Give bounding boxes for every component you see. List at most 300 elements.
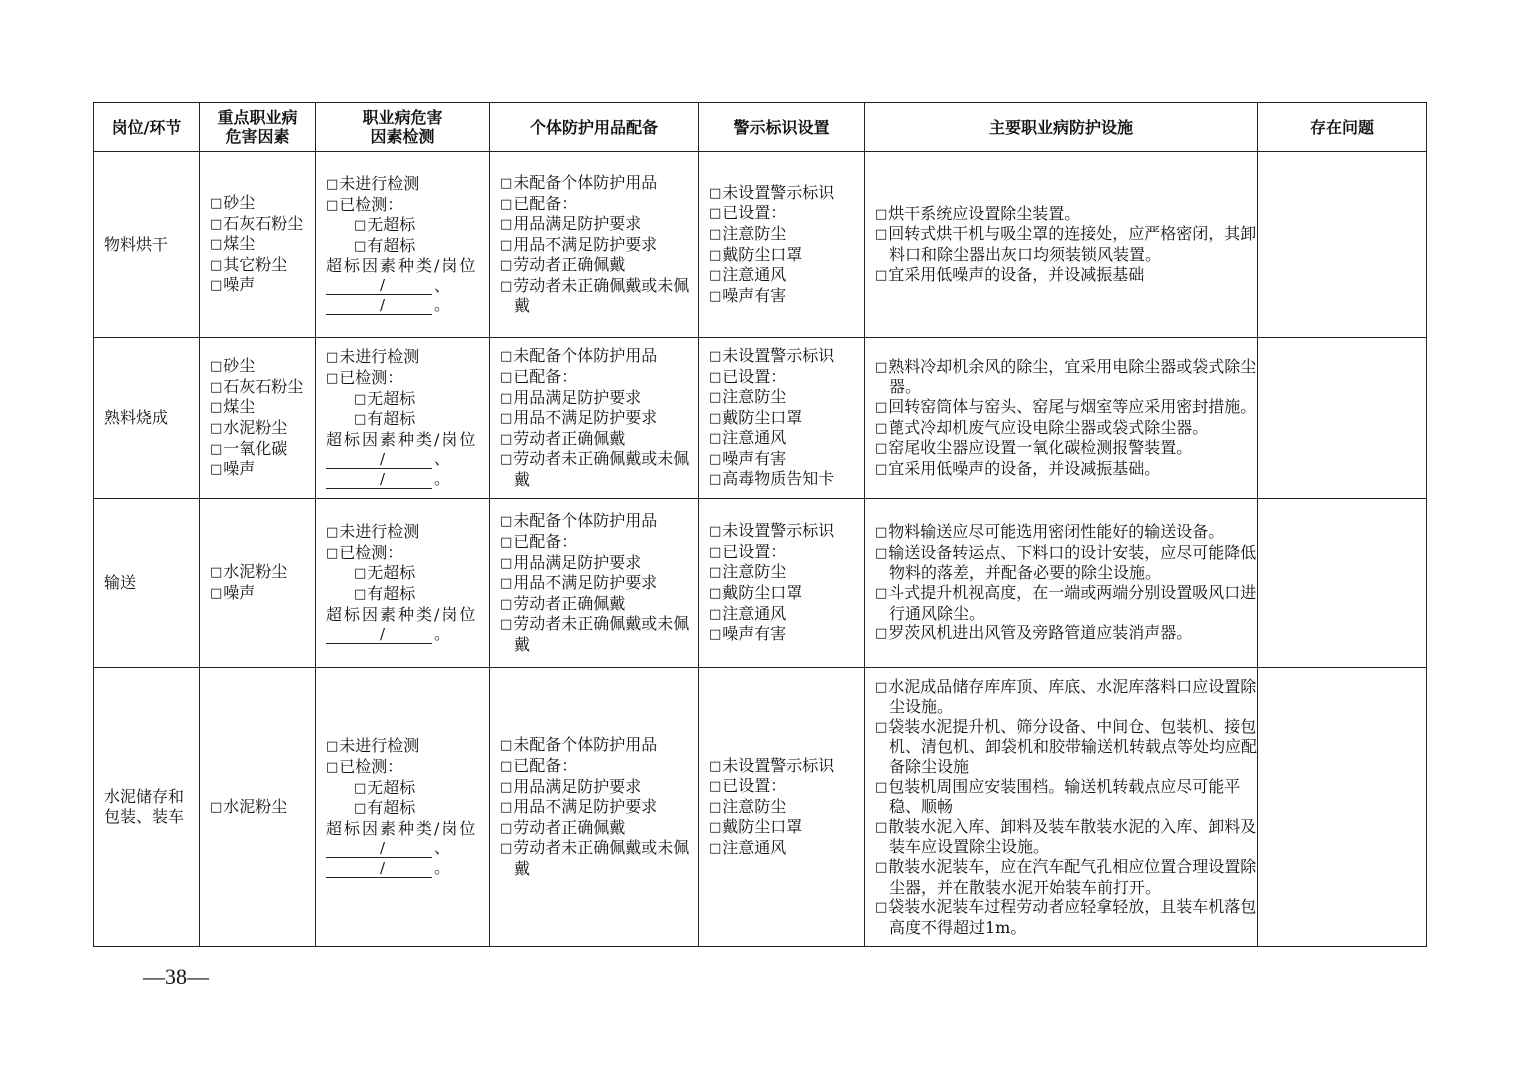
option-label: 噪声 bbox=[223, 275, 256, 295]
checkbox-icon[interactable]: □ bbox=[500, 452, 513, 468]
option-line bbox=[210, 797, 316, 818]
option-line bbox=[875, 897, 1261, 937]
option-line bbox=[210, 234, 316, 255]
blank-line[interactable] bbox=[326, 469, 432, 489]
header-detection bbox=[316, 103, 490, 152]
checkbox-icon[interactable]: □ bbox=[326, 371, 339, 387]
checkbox-icon[interactable]: □ bbox=[210, 400, 223, 416]
option-label: 劳动者未正确佩戴或未佩戴 bbox=[513, 614, 690, 654]
option-line bbox=[500, 408, 704, 429]
table-row bbox=[94, 152, 1427, 338]
option-label: 已设置： bbox=[722, 203, 787, 223]
header-detection-text: 职业病危害 因素检测 bbox=[362, 108, 443, 146]
checkbox-icon[interactable]: □ bbox=[500, 820, 513, 836]
option-label: 已检测： bbox=[339, 542, 404, 562]
post-cell bbox=[94, 668, 200, 947]
option-label: 未设置警示标识 bbox=[722, 345, 835, 365]
ppe-cell bbox=[490, 499, 699, 668]
option-label: 注意防尘 bbox=[722, 562, 787, 582]
option-label: 无超标 bbox=[367, 388, 416, 408]
checkbox-icon[interactable]: □ bbox=[326, 525, 339, 541]
option-line bbox=[500, 255, 704, 276]
fill-in-blank[interactable] bbox=[326, 295, 489, 315]
checkbox-icon[interactable]: □ bbox=[500, 596, 513, 612]
checkbox-icon[interactable]: □ bbox=[709, 779, 722, 795]
option-line bbox=[709, 817, 864, 838]
checkbox-icon[interactable]: □ bbox=[354, 780, 367, 796]
option-line bbox=[500, 756, 704, 777]
option-line bbox=[326, 584, 489, 605]
blank-line[interactable] bbox=[326, 276, 432, 295]
option-label: 用品不满足防护要求 bbox=[513, 408, 658, 428]
option-label: 有超标 bbox=[367, 584, 416, 603]
option-line bbox=[875, 459, 1261, 480]
option-line bbox=[500, 777, 704, 798]
option-line bbox=[875, 204, 1261, 225]
fill-in-blank[interactable] bbox=[326, 624, 489, 644]
option-line bbox=[709, 286, 864, 307]
header-issues: 存在问题 bbox=[1258, 103, 1427, 152]
option-line bbox=[875, 397, 1261, 418]
option-line bbox=[326, 757, 489, 778]
option-label: 用品满足防护要求 bbox=[513, 776, 642, 796]
table-header-row bbox=[94, 103, 1427, 152]
checkbox-icon[interactable]: □ bbox=[500, 217, 513, 233]
blank-line[interactable] bbox=[326, 449, 432, 469]
blank-punctuation: 。 bbox=[434, 624, 451, 644]
option-line bbox=[709, 624, 864, 645]
measures-cell bbox=[865, 152, 1258, 338]
option-line bbox=[709, 428, 864, 449]
option-line bbox=[875, 623, 1261, 644]
checkbox-icon[interactable]: □ bbox=[709, 369, 722, 385]
checkbox-icon[interactable]: □ bbox=[709, 348, 722, 364]
checkbox-icon[interactable]: □ bbox=[500, 196, 513, 212]
option-line bbox=[875, 583, 1261, 623]
blank-line[interactable] bbox=[326, 296, 432, 315]
checkbox-icon[interactable]: □ bbox=[354, 412, 367, 428]
option-label: 未配备个体防护用品 bbox=[513, 346, 658, 366]
option-line bbox=[709, 387, 864, 408]
option-line bbox=[709, 203, 864, 224]
option-line bbox=[210, 562, 316, 583]
checkbox-icon[interactable]: □ bbox=[709, 185, 722, 201]
checkbox-icon[interactable]: □ bbox=[500, 411, 513, 427]
option-label: 已检测： bbox=[339, 757, 404, 777]
option-label: 已配备： bbox=[513, 532, 578, 552]
checkbox-icon[interactable]: □ bbox=[500, 841, 513, 857]
header-signs: 警示标识设置 bbox=[699, 103, 865, 152]
checkbox-icon[interactable]: □ bbox=[500, 617, 513, 633]
detection-cell bbox=[316, 338, 490, 499]
checkbox-icon[interactable]: □ bbox=[875, 545, 888, 561]
checkbox-icon[interactable]: □ bbox=[500, 431, 513, 447]
option-label: 劳动者正确佩戴 bbox=[513, 255, 626, 275]
option-label: 注意通风 bbox=[722, 837, 787, 857]
option-label: 砂尘 bbox=[223, 193, 256, 213]
option-line bbox=[875, 357, 1261, 397]
option-label: 无超标 bbox=[367, 215, 416, 235]
checkbox-icon[interactable]: □ bbox=[709, 627, 722, 643]
checkbox-icon[interactable]: □ bbox=[500, 258, 513, 274]
option-label: 蓖式冷却机废气应设电除尘器或袋式除尘器。 bbox=[888, 417, 1209, 437]
blank-line[interactable] bbox=[326, 624, 432, 644]
checkbox-icon[interactable]: □ bbox=[875, 359, 888, 375]
fill-in-blank[interactable] bbox=[326, 858, 489, 878]
checkbox-icon[interactable]: □ bbox=[210, 799, 223, 815]
checkbox-icon[interactable]: □ bbox=[709, 544, 722, 560]
option-label: 超标因素种类/岗位 bbox=[326, 818, 478, 838]
checkbox-icon[interactable]: □ bbox=[354, 566, 367, 582]
checkbox-icon[interactable]: □ bbox=[326, 197, 339, 213]
option-label: 水泥粉尘 bbox=[223, 796, 288, 816]
detection-cell bbox=[316, 668, 490, 947]
checkbox-icon[interactable]: □ bbox=[875, 719, 888, 735]
checkbox-icon[interactable]: □ bbox=[326, 176, 339, 192]
fill-in-blank[interactable] bbox=[326, 449, 489, 469]
option-label: 散装水泥入库、卸料及装车散装水泥的入库、卸料及装车应设置除尘设施。 bbox=[888, 816, 1257, 857]
checkbox-icon[interactable]: □ bbox=[500, 349, 513, 365]
blank-line[interactable] bbox=[326, 838, 432, 858]
option-label: 袋装水泥提升机、筛分设备、中间仓、包装机、接包机、清包机、卸袋机和胶带输送机转载点等处均应配备除尘设施 bbox=[888, 716, 1258, 777]
slash-glyph: / bbox=[380, 838, 386, 857]
slash-glyph: / bbox=[380, 276, 386, 295]
signs-cell bbox=[699, 499, 865, 668]
option-label: 超标因素种类/岗位 bbox=[326, 604, 478, 624]
checkbox-icon[interactable]: □ bbox=[500, 576, 513, 592]
checkbox-icon[interactable]: □ bbox=[875, 819, 888, 835]
option-label: 注意通风 bbox=[722, 603, 787, 623]
checkbox-icon[interactable]: □ bbox=[326, 739, 339, 755]
checkbox-icon[interactable]: □ bbox=[709, 524, 722, 540]
blank-punctuation: 、 bbox=[434, 275, 451, 295]
post-cell bbox=[94, 499, 200, 668]
checkbox-icon[interactable]: □ bbox=[875, 227, 888, 243]
option-label: 未进行检测 bbox=[339, 522, 420, 542]
checkbox-icon[interactable]: □ bbox=[210, 278, 223, 294]
option-label: 无超标 bbox=[367, 563, 416, 583]
option-label: 劳动者正确佩戴 bbox=[513, 428, 626, 448]
option-line bbox=[709, 265, 864, 286]
checkbox-icon[interactable]: □ bbox=[875, 461, 888, 477]
option-line bbox=[875, 717, 1261, 777]
option-label: 散装水泥装车，应在汽车配气孔相应位置合理设置除尘器，并在散装水泥开始装车前打开。 bbox=[888, 856, 1257, 897]
post-label: 水泥储存和包装、装车 bbox=[104, 787, 185, 826]
option-label: 超标因素种类/岗位 bbox=[326, 429, 478, 449]
fill-in-blank[interactable] bbox=[326, 469, 489, 489]
checkbox-icon[interactable]: □ bbox=[210, 257, 223, 273]
checkbox-icon[interactable]: □ bbox=[500, 738, 513, 754]
option-label: 用品不满足防护要求 bbox=[513, 573, 658, 593]
option-label: 注意通风 bbox=[722, 428, 787, 448]
option-line bbox=[709, 408, 864, 429]
option-label: 有超标 bbox=[367, 798, 416, 818]
option-line bbox=[875, 418, 1261, 439]
option-line bbox=[500, 553, 704, 574]
checkbox-icon[interactable]: □ bbox=[709, 451, 722, 467]
checkbox-icon[interactable]: □ bbox=[210, 586, 223, 601]
checkbox-icon[interactable]: □ bbox=[500, 535, 513, 551]
option-label: 高毒物质告知卡 bbox=[722, 469, 835, 489]
option-line bbox=[875, 265, 1261, 286]
signs-cell bbox=[699, 338, 865, 499]
option-label: 用品满足防护要求 bbox=[513, 214, 642, 234]
option-line bbox=[210, 255, 316, 276]
option-line bbox=[875, 677, 1261, 717]
option-line bbox=[210, 377, 316, 398]
ppe-cell bbox=[490, 152, 699, 338]
checkbox-icon[interactable]: □ bbox=[709, 758, 722, 774]
option-line bbox=[210, 193, 316, 214]
option-line bbox=[500, 838, 704, 878]
signs-cell bbox=[699, 668, 865, 947]
option-line bbox=[500, 449, 704, 489]
checkbox-icon[interactable]: □ bbox=[709, 206, 722, 222]
option-label: 水泥粉尘 bbox=[223, 418, 288, 437]
checkbox-icon[interactable]: □ bbox=[210, 359, 223, 375]
blank-line[interactable] bbox=[326, 858, 432, 878]
option-line bbox=[500, 194, 704, 215]
checkbox-icon[interactable]: □ bbox=[210, 462, 223, 478]
checkbox-icon[interactable]: □ bbox=[500, 237, 513, 253]
post-cell bbox=[94, 338, 200, 499]
option-line bbox=[875, 857, 1261, 897]
hazards-cell bbox=[200, 499, 316, 668]
option-label: 已设置： bbox=[722, 541, 787, 561]
option-label: 戴防尘口罩 bbox=[722, 817, 803, 837]
option-line bbox=[875, 224, 1261, 264]
option-line bbox=[709, 562, 864, 583]
option-label: 包装机周围应安装围档。输送机转载点应尽可能平稳、顺畅 bbox=[888, 776, 1241, 817]
option-label: 水泥粉尘 bbox=[223, 562, 288, 582]
checkbox-icon[interactable]: □ bbox=[326, 545, 339, 561]
table-row bbox=[94, 499, 1427, 668]
option-line bbox=[500, 818, 704, 839]
blank-punctuation: 。 bbox=[434, 857, 451, 877]
option-line bbox=[500, 511, 704, 532]
option-label: 劳动者正确佩戴 bbox=[513, 593, 626, 613]
option-line bbox=[500, 214, 704, 235]
checkbox-icon[interactable]: □ bbox=[326, 350, 339, 366]
option-line bbox=[709, 604, 864, 625]
ppe-cell bbox=[490, 668, 699, 947]
option-label: 已设置： bbox=[722, 366, 787, 386]
checkbox-icon[interactable]: □ bbox=[709, 431, 722, 447]
slash-glyph: / bbox=[380, 858, 386, 877]
checkbox-icon[interactable]: □ bbox=[500, 800, 513, 816]
checkbox-icon[interactable]: □ bbox=[709, 799, 722, 815]
option-line bbox=[875, 438, 1261, 459]
blank-punctuation: 、 bbox=[434, 449, 451, 469]
hazards-cell bbox=[200, 338, 316, 499]
checkbox-icon[interactable]: □ bbox=[875, 859, 888, 875]
option-line bbox=[500, 735, 704, 756]
checkbox-icon[interactable]: □ bbox=[709, 247, 722, 263]
checkbox-icon[interactable]: □ bbox=[875, 525, 888, 541]
checkbox-icon[interactable]: □ bbox=[875, 900, 888, 916]
post-label: 输送 bbox=[104, 573, 137, 593]
option-line bbox=[500, 235, 704, 256]
checkbox-icon[interactable]: □ bbox=[210, 379, 223, 395]
option-line bbox=[326, 522, 489, 543]
checkbox-icon[interactable]: □ bbox=[354, 238, 367, 254]
option-line bbox=[709, 838, 864, 859]
header-hazards-text: 重点职业病 危害因素 bbox=[217, 108, 298, 146]
fill-in-blank[interactable] bbox=[326, 276, 489, 296]
checkbox-icon[interactable]: □ bbox=[500, 555, 513, 571]
checkbox-icon[interactable]: □ bbox=[709, 840, 722, 856]
checkbox-icon[interactable]: □ bbox=[875, 779, 888, 795]
option-label: 劳动者未正确佩戴或未佩戴 bbox=[513, 275, 690, 316]
checkbox-icon[interactable]: □ bbox=[875, 399, 888, 415]
checkbox-icon[interactable]: □ bbox=[500, 759, 513, 775]
checkbox-icon[interactable]: □ bbox=[709, 472, 722, 488]
option-line bbox=[210, 356, 316, 377]
option-label: 未进行检测 bbox=[339, 347, 420, 367]
checkbox-icon[interactable]: □ bbox=[709, 410, 722, 426]
option-label: 劳动者未正确佩戴或未佩戴 bbox=[513, 449, 690, 489]
option-line bbox=[500, 614, 704, 654]
checkbox-icon[interactable]: □ bbox=[210, 196, 223, 212]
option-line bbox=[210, 214, 316, 235]
checkbox-icon[interactable]: □ bbox=[210, 216, 223, 232]
option-label: 戴防尘口罩 bbox=[722, 407, 803, 427]
checkbox-icon[interactable]: □ bbox=[354, 801, 367, 817]
checkbox-icon[interactable]: □ bbox=[709, 226, 722, 242]
checkbox-icon[interactable]: □ bbox=[709, 606, 722, 622]
table-row bbox=[94, 668, 1427, 947]
ppe-cell bbox=[490, 338, 699, 499]
option-label: 用品不满足防护要求 bbox=[513, 797, 658, 817]
checkbox-icon[interactable]: □ bbox=[875, 267, 888, 283]
option-line bbox=[500, 532, 704, 553]
option-label: 劳动者正确佩戴 bbox=[513, 817, 626, 837]
option-label: 噪声有害 bbox=[722, 285, 787, 305]
option-line bbox=[210, 439, 316, 460]
slash-glyph: / bbox=[380, 469, 386, 488]
post-label: 物料烘干 bbox=[104, 234, 169, 254]
checkbox-icon[interactable]: □ bbox=[875, 626, 888, 642]
checkbox-icon[interactable]: □ bbox=[875, 679, 888, 695]
header-ppe: 个体防护用品配备 bbox=[490, 103, 699, 152]
checkbox-icon[interactable]: □ bbox=[500, 175, 513, 191]
checkbox-icon[interactable]: □ bbox=[210, 565, 223, 581]
option-line bbox=[709, 469, 864, 490]
issues-cell bbox=[1258, 668, 1427, 947]
option-label: 用品满足防护要求 bbox=[513, 552, 642, 572]
option-label: 宜采用低噪声的设备，并设减振基础 bbox=[888, 264, 1145, 284]
issues-cell bbox=[1258, 499, 1427, 668]
option-line bbox=[210, 397, 316, 418]
option-label: 未进行检测 bbox=[339, 736, 420, 756]
checkbox-icon[interactable]: □ bbox=[354, 391, 367, 407]
checkbox-icon[interactable]: □ bbox=[875, 420, 888, 436]
option-line bbox=[709, 521, 864, 542]
option-line bbox=[500, 173, 704, 194]
checkbox-icon[interactable]: □ bbox=[210, 441, 223, 457]
option-line bbox=[709, 245, 864, 266]
checkbox-icon[interactable]: □ bbox=[500, 278, 513, 294]
option-label: 超标因素种类/岗位 bbox=[326, 256, 478, 276]
option-label: 用品满足防护要求 bbox=[513, 387, 642, 407]
option-line bbox=[875, 817, 1261, 857]
option-line bbox=[326, 409, 489, 430]
option-line bbox=[326, 215, 489, 236]
option-label: 已设置： bbox=[722, 776, 787, 796]
checkbox-icon[interactable]: □ bbox=[354, 218, 367, 234]
hazard-inspection-table bbox=[93, 102, 1427, 947]
checkbox-icon[interactable]: □ bbox=[500, 514, 513, 530]
option-label: 未配备个体防护用品 bbox=[513, 511, 658, 531]
option-line bbox=[500, 594, 704, 615]
option-label: 未设置警示标识 bbox=[722, 182, 835, 202]
option-label: 罗茨风机进出风管及旁路管道应装消声器。 bbox=[888, 623, 1193, 643]
hazards-cell bbox=[200, 668, 316, 947]
checkbox-icon[interactable]: □ bbox=[875, 206, 888, 222]
slash-glyph: / bbox=[380, 624, 386, 643]
checkbox-icon[interactable]: □ bbox=[709, 565, 722, 581]
checkbox-icon[interactable]: □ bbox=[709, 268, 722, 284]
checkbox-icon[interactable]: □ bbox=[210, 421, 223, 436]
option-line bbox=[326, 347, 489, 368]
option-label: 未进行检测 bbox=[339, 173, 420, 193]
checkbox-icon[interactable]: □ bbox=[500, 370, 513, 386]
checkbox-icon[interactable]: □ bbox=[500, 779, 513, 795]
checkbox-icon[interactable]: □ bbox=[354, 587, 367, 602]
option-label: 已检测： bbox=[339, 194, 404, 214]
option-line bbox=[326, 778, 489, 799]
option-line bbox=[500, 573, 704, 594]
option-line bbox=[210, 418, 316, 439]
checkbox-icon[interactable]: □ bbox=[500, 390, 513, 406]
option-line bbox=[709, 224, 864, 245]
option-label: 有超标 bbox=[367, 235, 416, 255]
option-label: 噪声有害 bbox=[722, 624, 787, 644]
option-line bbox=[709, 346, 864, 367]
option-line bbox=[875, 522, 1261, 543]
option-line bbox=[326, 819, 478, 839]
option-line bbox=[709, 367, 864, 388]
checkbox-icon[interactable]: □ bbox=[210, 237, 223, 253]
checkbox-icon[interactable]: □ bbox=[875, 586, 888, 601]
checkbox-icon[interactable]: □ bbox=[709, 820, 722, 836]
option-label: 已配备： bbox=[513, 193, 578, 213]
fill-in-blank[interactable] bbox=[326, 838, 489, 858]
checkbox-icon[interactable]: □ bbox=[709, 288, 722, 304]
option-label: 已配备： bbox=[513, 756, 578, 776]
option-label: 劳动者未正确佩戴或未佩戴 bbox=[513, 838, 690, 878]
post-cell bbox=[94, 152, 200, 338]
option-label: 熟料冷却机余风的除尘，宜采用电除尘器或袋式除尘器。 bbox=[888, 356, 1257, 397]
option-label: 未配备个体防护用品 bbox=[513, 735, 658, 755]
measures-cell bbox=[865, 499, 1258, 668]
option-line bbox=[326, 736, 489, 757]
issues-cell bbox=[1258, 338, 1427, 499]
option-line bbox=[326, 798, 489, 819]
option-line bbox=[500, 429, 704, 450]
checkbox-icon[interactable]: □ bbox=[875, 441, 888, 457]
page-number: —38— bbox=[143, 964, 209, 989]
checkbox-icon[interactable]: □ bbox=[709, 390, 722, 406]
option-label: 袋装水泥装车过程劳动者应轻拿轻放，且装车机落包高度不得超过1m。 bbox=[888, 897, 1257, 937]
option-label: 噪声 bbox=[223, 583, 256, 602]
checkbox-icon[interactable]: □ bbox=[709, 586, 722, 601]
option-label: 回转窑筒体与窑头、窑尾与烟室等应采用密封措施。 bbox=[888, 396, 1257, 416]
checkbox-icon[interactable]: □ bbox=[326, 760, 339, 776]
option-label: 斗式提升机视高度，在一端或两端分别设置吸风口进行通风除尘。 bbox=[888, 583, 1257, 623]
measures-cell bbox=[865, 668, 1258, 947]
signs-cell bbox=[699, 152, 865, 338]
